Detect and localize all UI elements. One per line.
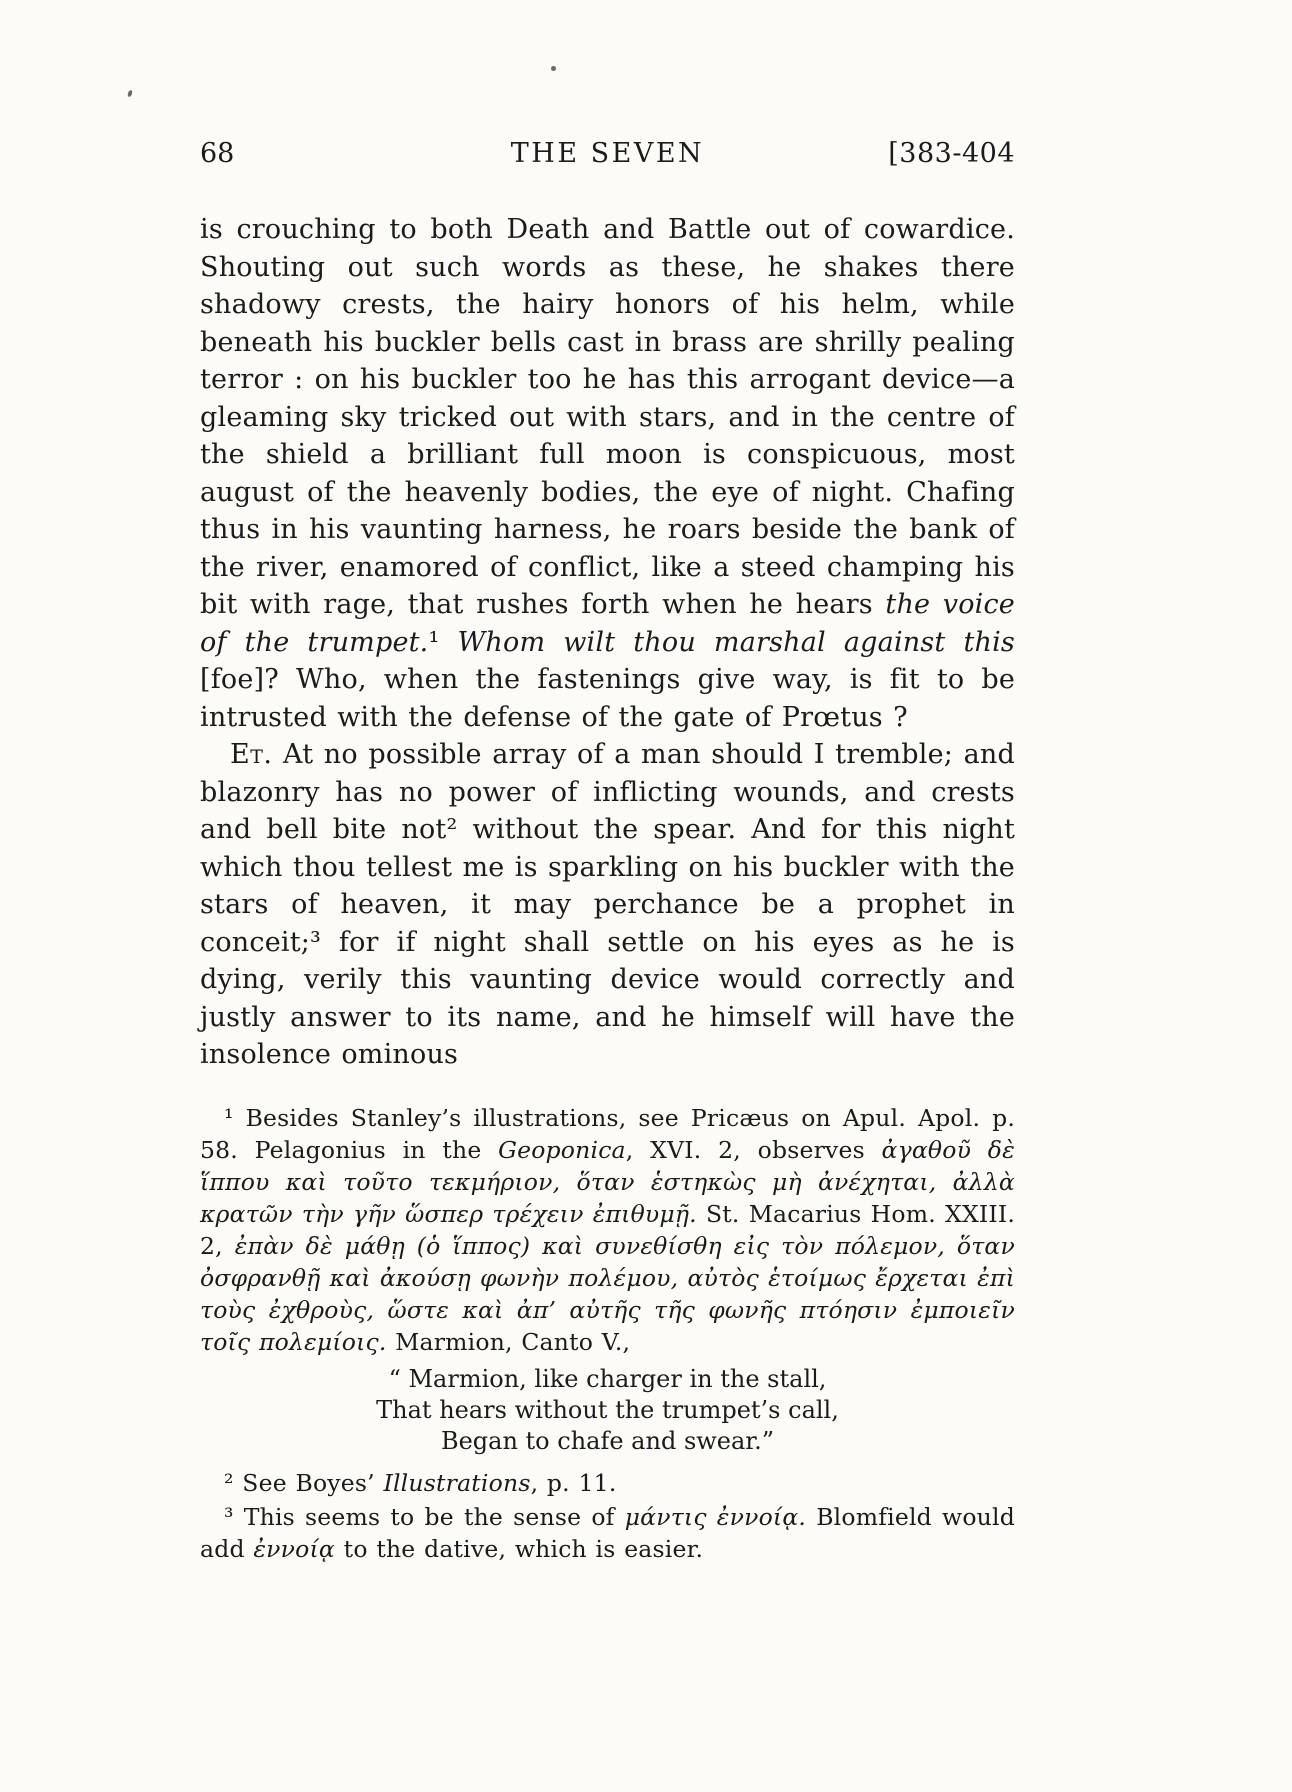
footnote-verse-quote xyxy=(200,1364,1015,1457)
footnotes-section xyxy=(200,1102,1015,1565)
quote-line: Began to chafe and swear.” xyxy=(440,1426,775,1455)
page-body xyxy=(200,211,1015,1565)
text-segment: Blomfield would add xyxy=(200,1502,1015,1563)
speech-text: At no possible array of a man should I tremble; and blazonry has no power of inflicting wounds, and crests and bell bite not² without the spear. And for this night which thou tellest me is sparkling on his buckler with the stars of heaven, it may perchance be a prophet in conceit;³ for if night shall settle on his eyes as he is dying, verily this vaunting device would correctly and justly answer to its name, and he himself will have the insolence ominous xyxy=(200,739,1015,1070)
text-segment: ¹ xyxy=(428,626,458,658)
running-head xyxy=(200,138,1015,169)
footnote-2 xyxy=(200,1467,1015,1499)
footnote-1 xyxy=(200,1102,1015,1358)
quote-line: “ Marmion, like charger in the stall, xyxy=(388,1364,827,1393)
text-segment: ¹ Besides Stanley’s illustrations, see Pricæus on Apul. Apol. p. 58. Pelagonius in the xyxy=(200,1103,1015,1164)
scan-speck xyxy=(551,66,556,71)
text-segment: is crouching to both Death and Battle out of cowardice. Shouting out such words as these, he shakes there shadowy crests, the hairy honors of his helm, while beneath his buckler bells cast in brass are shrilly pealing terror : on his buckler too he has this arrogant device—a gleaming sky tricked out with stars, and in the centre of the shield a brilliant full moon is conspicuous, most august of the heavenly bodies, the eye of night. Chafing thus in his vaunting harness, he roars beside the bank of the river, enamored of conflict, like a steed champing his bit with rage, that rushes forth when he hears xyxy=(200,214,1015,620)
speaker-label: Et. xyxy=(230,739,273,770)
text-segment: Whom wilt thou marshal against this xyxy=(457,626,1015,658)
text-segment: Illustrations xyxy=(383,1468,531,1497)
text-segment: the voice of the trumpet. xyxy=(200,589,1015,658)
text-segment: ἐννοίᾳ xyxy=(253,1534,335,1563)
line-range: [383-404 xyxy=(888,138,1015,169)
text-segment: Marmion, Canto V., xyxy=(386,1327,631,1356)
text-segment: ἀγαθοῦ δὲ ἵππου καὶ τοῦτο τεκμήριον, ὅταν ἑστηκὼς μὴ ἀνέχηται, ἀλλὰ κρατῶν τὴν γῆν ὥσπερ τρέχειν ἐπιθυμῇ. xyxy=(200,1135,1015,1228)
page-number: 68 xyxy=(200,138,235,169)
footnote-3 xyxy=(200,1501,1015,1565)
running-title: THE SEVEN xyxy=(510,138,705,169)
paragraph-continuation xyxy=(200,211,1015,736)
text-segment: Geoponica xyxy=(498,1135,626,1164)
text-segment: St. Macarius Hom. XXIII. 2, xyxy=(200,1199,1015,1260)
text-segment: ἐπὰν δὲ μάθῃ (ὁ ἵππος) καὶ συνεθίσθη εἰς τὸν πόλεμον, ὅταν ὀσφρανθῇ καὶ ἀκούσῃ φωνὴν πολέμου, αὐτὸς ἑτοίμως ἔρχεται ἐπὶ τοὺς ἐχθροὺς, ὥστε καὶ ἀπ’ αὐτῆς τῆς φωνῆς πτόησιν ἐμποιεῖν τοῖς πολεμίοις. xyxy=(200,1231,1015,1356)
quote-line: That hears without the trumpet’s call, xyxy=(376,1395,839,1424)
paragraph-eteocles-speech xyxy=(200,736,1015,1074)
scan-speck xyxy=(127,90,133,98)
text-segment: ³ This seems to be the sense of xyxy=(224,1502,625,1531)
text-segment: ² See Boyes’ xyxy=(224,1468,384,1497)
text-segment: [foe]? Who, when the fastenings give way, is fit to be intrusted with the defense of the gate of Prœtus ? xyxy=(200,664,1015,733)
text-segment: , XVI. 2, observes xyxy=(625,1135,882,1164)
text-segment: μάντις ἐννοίᾳ. xyxy=(624,1502,807,1531)
text-segment: , p. 11. xyxy=(530,1468,617,1497)
text-segment: to the dative, which is easier. xyxy=(335,1534,704,1563)
